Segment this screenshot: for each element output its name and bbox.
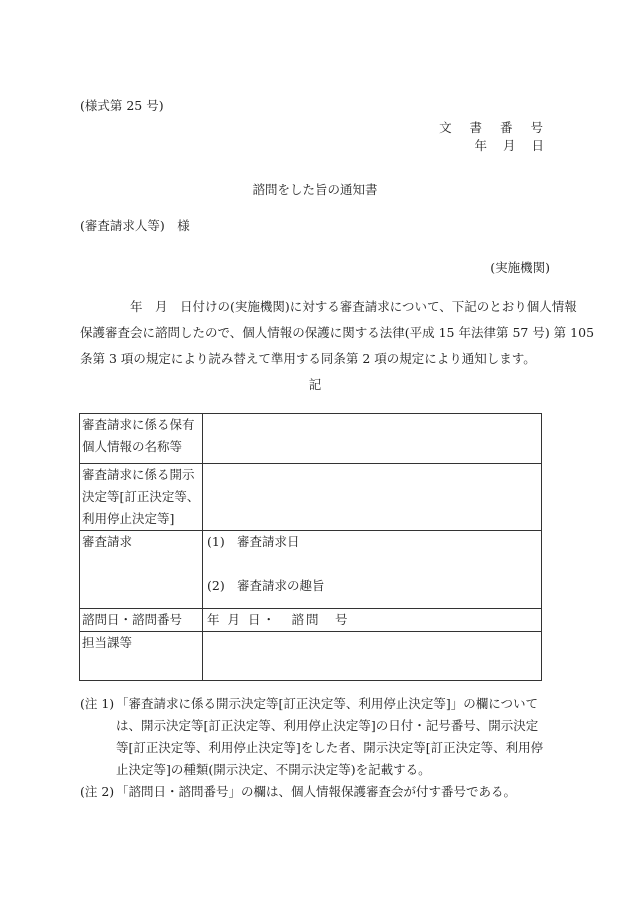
request-item bbox=[207, 531, 539, 553]
ki-heading: 記 bbox=[308, 377, 322, 392]
item-text: 審査請求の趣旨 bbox=[237, 578, 325, 593]
row-value bbox=[203, 464, 542, 531]
note-text: 「諮問日・諮問番号」の欄は、個人情報保護審査会が付す番号である。 bbox=[116, 784, 517, 799]
row-label: 審査請求に係る開示決定等[訂正決定等、利用停止決定等] bbox=[80, 464, 203, 531]
document-number: 文 書 番 号 bbox=[439, 120, 550, 135]
row-label: 審査請求 bbox=[80, 531, 203, 609]
note-1 bbox=[80, 693, 550, 781]
body-line: 保護審査会に諮問したので、個人情報の保護に関する法律(平成 15 年法律第 57 号) 第 105 bbox=[80, 325, 595, 340]
table-row bbox=[80, 464, 542, 531]
row-label: 担当課等 bbox=[80, 632, 203, 681]
sender: (実施機関) bbox=[490, 260, 550, 275]
row-value bbox=[203, 414, 542, 464]
document-title: 諮問をした旨の通知書 bbox=[252, 182, 378, 197]
row-label: 審査請求に係る保有個人情報の名称等 bbox=[80, 414, 203, 464]
row-label: 諮問日・諮問番号 bbox=[80, 609, 203, 632]
note-text: 「審査請求に係る開示決定等[訂正決定等、利用停止決定等]」の欄については、開示決定等[訂正決定等、利用停止決定等]の日付・記号番号、開示決定等[訂正決定等、利用停止決定等]をした者、開示決定等[訂正決定等、利用停止決定等]の種類(開示決定、不開示決定等)を記載する。 bbox=[116, 696, 544, 777]
issue-date: 年 月 日 bbox=[474, 138, 550, 153]
table-row bbox=[80, 632, 542, 681]
item-text: 審査請求日 bbox=[237, 534, 300, 549]
table-row bbox=[80, 414, 542, 464]
body-text bbox=[80, 294, 595, 372]
note-tag: (注 1) bbox=[80, 696, 115, 711]
body-line: 条第 3 項の規定により読み替えて準用する同条第 2 項の規定により通知します。 bbox=[80, 351, 536, 366]
info-table bbox=[79, 413, 542, 681]
request-item bbox=[207, 575, 539, 597]
row-value bbox=[203, 632, 542, 681]
addressee: (審査請求人等) 様 bbox=[80, 218, 190, 233]
row-value: 年 月 日・ 諮問 号 bbox=[203, 609, 542, 632]
note-tag: (注 2) bbox=[80, 784, 115, 799]
table-row bbox=[80, 531, 542, 609]
item-number: (2) bbox=[207, 578, 225, 593]
item-number: (1) bbox=[207, 534, 225, 549]
table-row bbox=[80, 609, 542, 632]
note-2 bbox=[80, 781, 550, 803]
body-line: 年 月 日付けの(実施機関)に対する審査請求について、下記のとおり個人情報 bbox=[80, 299, 577, 314]
row-value bbox=[203, 531, 542, 609]
form-number: (様式第 25 号) bbox=[80, 98, 164, 113]
